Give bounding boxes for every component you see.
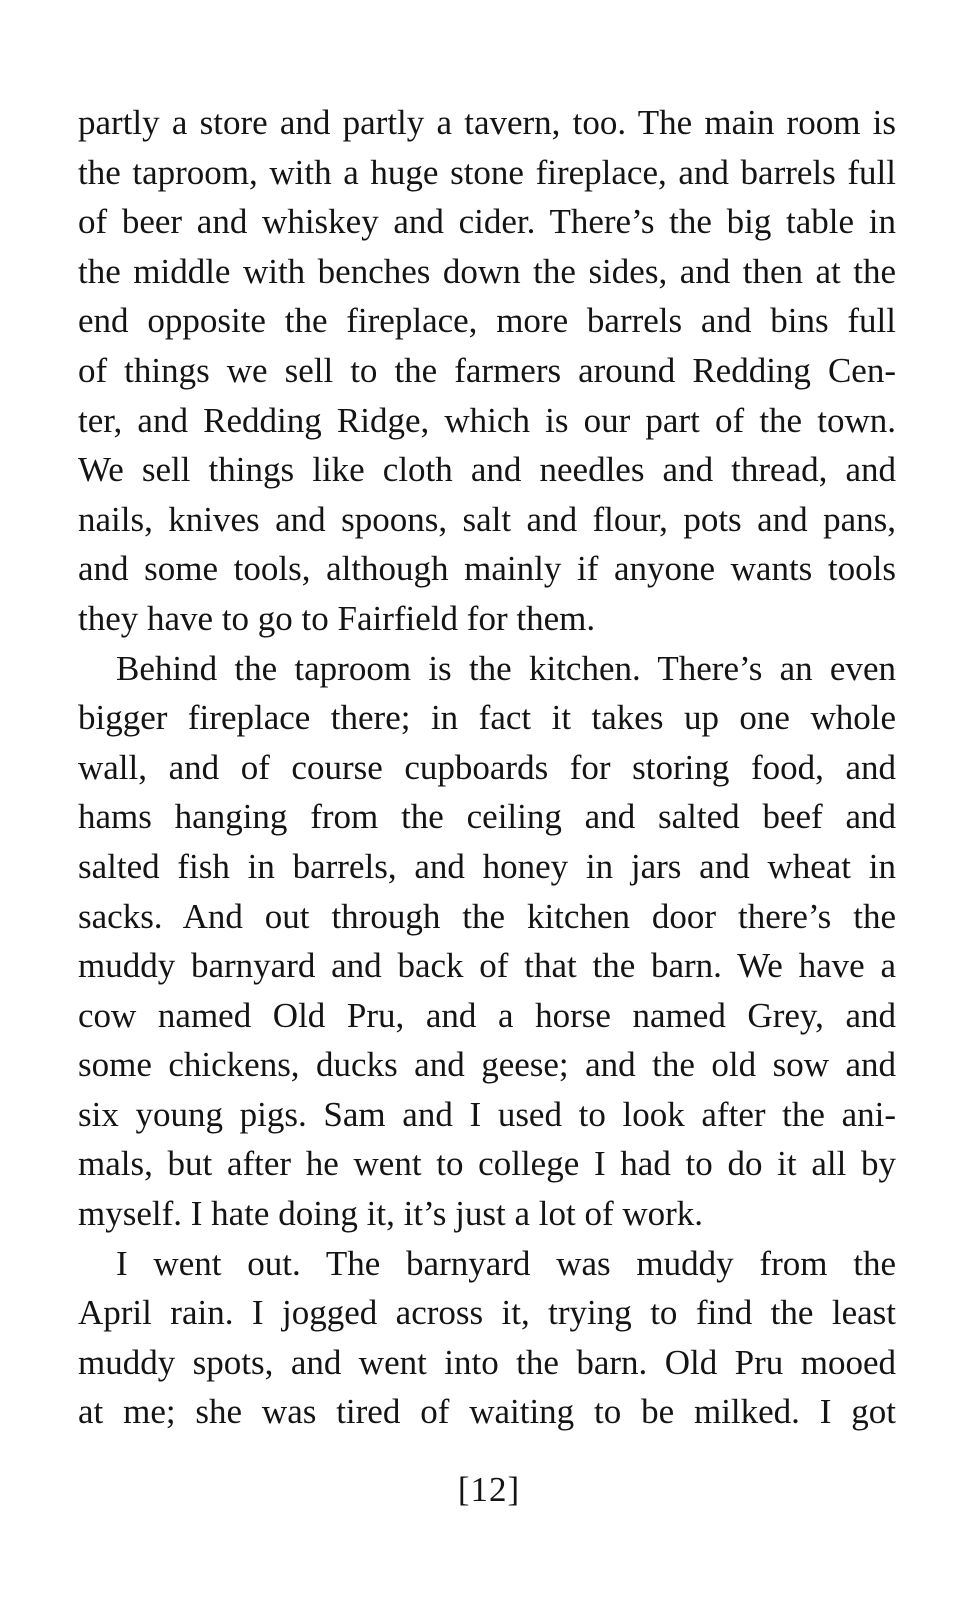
text-line: sacks. And out through the kitchen door there’s the <box>78 896 896 936</box>
text-line: they have to go to Fairfield for them. <box>78 598 596 638</box>
text-line: six young pigs. Sam and I used to look after the ani- <box>78 1094 896 1134</box>
text-line: I went out. The barnyard was muddy from the <box>116 1243 896 1283</box>
text-line: and some tools, although mainly if anyone wants tools <box>78 549 896 589</box>
text-line: the middle with benches down the sides, and then at the <box>78 251 896 291</box>
text-line: hams hanging from the ceiling and salted beef and <box>78 797 896 837</box>
text-line: Behind the taproom is the kitchen. There’s an even <box>116 648 896 688</box>
text-line: mals, but after he went to college I had to do it all by <box>78 1144 896 1184</box>
text-line: ter, and Redding Ridge, which is our part of the town. <box>78 400 896 440</box>
text-line: We sell things like cloth and needles and thread, and <box>78 450 896 490</box>
text-line: muddy barnyard and back of that the barn. We have a <box>78 946 896 986</box>
text-line: some chickens, ducks and geese; and the old sow and <box>78 1045 896 1085</box>
text-line: at me; she was tired of waiting to be milked. I got <box>78 1392 896 1432</box>
text-line: partly a store and partly a tavern, too. The main room is <box>78 103 896 142</box>
body-text <box>78 98 896 1437</box>
text-line: cow named Old Pru, and a horse named Grey, and <box>78 995 896 1035</box>
text-line: salted fish in barrels, and honey in jars and wheat in <box>78 846 896 886</box>
text-line: the taproom, with a huge stone fireplace, and barrels full <box>78 152 896 192</box>
page-number: [12] <box>457 1470 521 1509</box>
text-line: of things we sell to the farmers around Redding Cen- <box>78 350 896 390</box>
text-line: April rain. I jogged across it, trying to find the least <box>78 1293 896 1333</box>
text-line: muddy spots, and went into the barn. Old Pru mooed <box>78 1342 896 1382</box>
text-line: end opposite the fireplace, more barrels and bins full <box>78 301 896 341</box>
text-line: myself. I hate doing it, it’s just a lot of work. <box>78 1194 704 1234</box>
text-line: of beer and whiskey and cider. There’s the big table in <box>78 202 896 242</box>
text-line: bigger fireplace there; in fact it takes up one whole <box>78 698 896 738</box>
text-line: nails, knives and spoons, salt and flour, pots and pans, <box>78 499 896 539</box>
text-line: wall, and of course cupboards for storing food, and <box>78 747 896 787</box>
